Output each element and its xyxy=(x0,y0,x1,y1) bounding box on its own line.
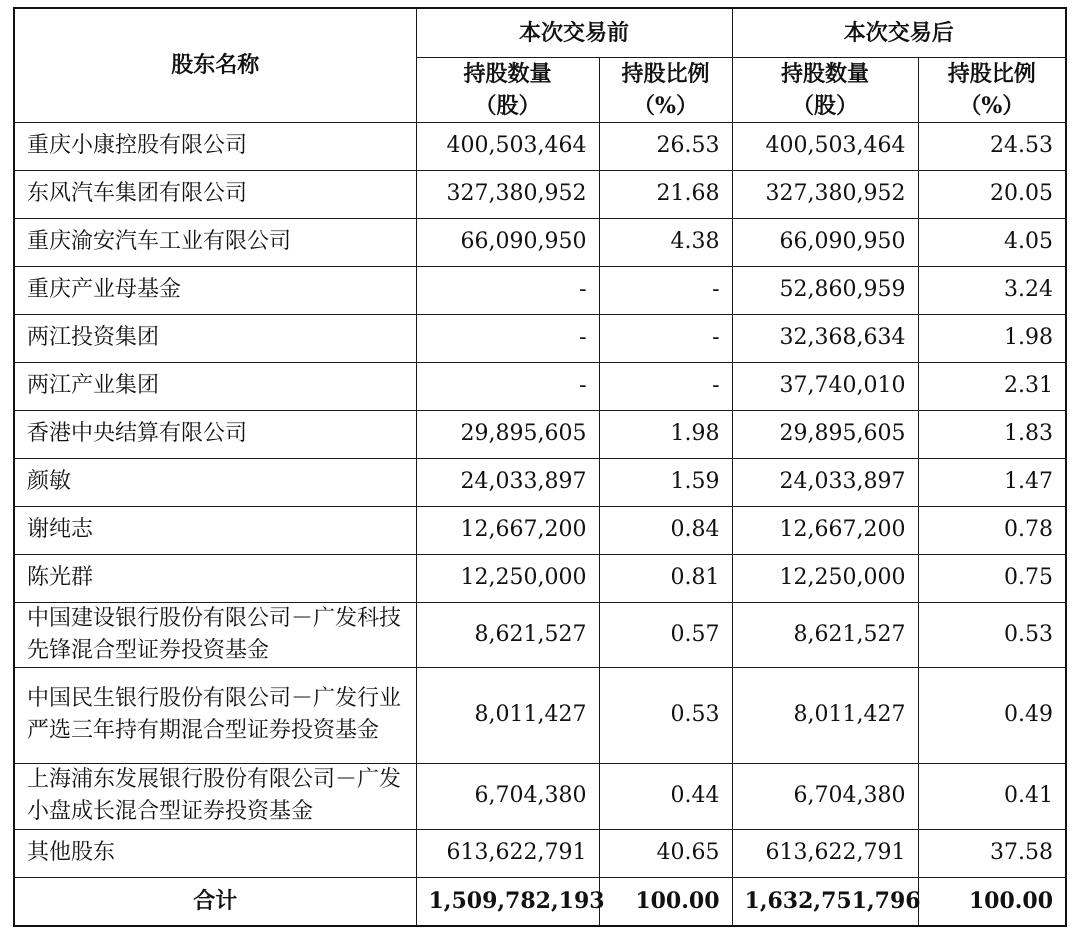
ratio-before: 4.38 xyxy=(599,218,732,266)
table-row xyxy=(14,667,1066,763)
shares-after: 12,250,000 xyxy=(732,554,918,602)
table-row xyxy=(14,170,1066,218)
table-row xyxy=(14,506,1066,554)
table-row xyxy=(14,218,1066,266)
header-shares-after xyxy=(732,57,918,122)
ratio-after: 20.05 xyxy=(918,170,1066,218)
ratio-before: 0.84 xyxy=(599,506,732,554)
table-row xyxy=(14,554,1066,602)
ratio-before: 1.98 xyxy=(599,410,732,458)
header-shareholder-name: 股东名称 xyxy=(14,8,416,122)
ratio-after: 1.83 xyxy=(918,410,1066,458)
ratio-after: 0.78 xyxy=(918,506,1066,554)
shareholder-name: 两江产业集团 xyxy=(14,362,416,410)
table-row xyxy=(14,122,1066,170)
shareholder-name: 重庆产业母基金 xyxy=(14,266,416,314)
ratio-before: - xyxy=(599,266,732,314)
shares-before: 66,090,950 xyxy=(416,218,599,266)
ratio-after: 0.41 xyxy=(918,763,1066,829)
ratio-before: 0.81 xyxy=(599,554,732,602)
shareholder-name: 其他股东 xyxy=(14,829,416,877)
header-ratio-label: 持股比例 xyxy=(621,60,710,87)
header-ratio-label: 持股比例 xyxy=(947,60,1036,87)
ratio-before: 21.68 xyxy=(599,170,732,218)
shareholding-table xyxy=(13,7,1067,927)
shareholder-name: 两江投资集团 xyxy=(14,314,416,362)
shares-after: 327,380,952 xyxy=(732,170,918,218)
header-shares-before xyxy=(416,57,599,122)
header-shares-unit: （股） xyxy=(474,92,541,119)
shareholder-name: 颜敏 xyxy=(14,458,416,506)
shares-before: 24,033,897 xyxy=(416,458,599,506)
shares-before: 6,704,380 xyxy=(416,763,599,829)
ratio-before: 1.59 xyxy=(599,458,732,506)
shares-before: 12,250,000 xyxy=(416,554,599,602)
ratio-after: 0.75 xyxy=(918,554,1066,602)
ratio-after: 0.49 xyxy=(918,667,1066,763)
table-row xyxy=(14,763,1066,829)
shares-before: - xyxy=(416,314,599,362)
shares-before: 327,380,952 xyxy=(416,170,599,218)
shares-after: 66,090,950 xyxy=(732,218,918,266)
shares-after: 52,860,959 xyxy=(732,266,918,314)
table-row xyxy=(14,314,1066,362)
total-shares-after: 1,632,751,796 xyxy=(732,877,918,926)
ratio-after: 24.53 xyxy=(918,122,1066,170)
shareholder-name: 重庆渝安汽车工业有限公司 xyxy=(14,218,416,266)
header-before-transaction: 本次交易前 xyxy=(416,8,732,57)
ratio-before: 0.44 xyxy=(599,763,732,829)
shares-before: 8,011,427 xyxy=(416,667,599,763)
shares-before: 12,667,200 xyxy=(416,506,599,554)
total-ratio-before: 100.00 xyxy=(599,877,732,926)
total-ratio-after: 100.00 xyxy=(918,877,1066,926)
header-ratio-after xyxy=(918,57,1066,122)
shares-before: - xyxy=(416,266,599,314)
table-row xyxy=(14,829,1066,877)
ratio-before: 0.57 xyxy=(599,602,732,667)
ratio-after: 2.31 xyxy=(918,362,1066,410)
ratio-before: - xyxy=(599,314,732,362)
ratio-after: 1.98 xyxy=(918,314,1066,362)
total-shares-before: 1,509,782,193 xyxy=(416,877,599,926)
shares-after: 29,895,605 xyxy=(732,410,918,458)
total-row xyxy=(14,877,1066,926)
header-ratio-unit: （%） xyxy=(959,92,1025,119)
table-row xyxy=(14,602,1066,667)
shareholder-name: 重庆小康控股有限公司 xyxy=(14,122,416,170)
table-row xyxy=(14,458,1066,506)
shareholder-name: 香港中央结算有限公司 xyxy=(14,410,416,458)
header-ratio-unit: （%） xyxy=(633,92,698,119)
total-label: 合计 xyxy=(14,877,416,926)
shares-after: 8,011,427 xyxy=(732,667,918,763)
shareholder-name: 中国民生银行股份有限公司－广发行业严选三年持有期混合型证券投资基金 xyxy=(14,667,416,763)
shareholder-name: 中国建设银行股份有限公司－广发科技先锋混合型证券投资基金 xyxy=(14,602,416,667)
shareholder-name: 东风汽车集团有限公司 xyxy=(14,170,416,218)
shares-after: 6,704,380 xyxy=(732,763,918,829)
shares-before: 400,503,464 xyxy=(416,122,599,170)
header-after-transaction: 本次交易后 xyxy=(732,8,1066,57)
ratio-before: 40.65 xyxy=(599,829,732,877)
shares-after: 613,622,791 xyxy=(732,829,918,877)
header-ratio-before xyxy=(599,57,732,122)
ratio-before: - xyxy=(599,362,732,410)
ratio-before: 26.53 xyxy=(599,122,732,170)
ratio-after: 1.47 xyxy=(918,458,1066,506)
table-row xyxy=(14,266,1066,314)
shareholder-name: 上海浦东发展银行股份有限公司－广发小盘成长混合型证券投资基金 xyxy=(14,763,416,829)
ratio-after: 37.58 xyxy=(918,829,1066,877)
shares-before: 29,895,605 xyxy=(416,410,599,458)
header-shares-unit: （股） xyxy=(792,92,859,119)
shares-after: 8,621,527 xyxy=(732,602,918,667)
ratio-after: 3.24 xyxy=(918,266,1066,314)
shares-after: 12,667,200 xyxy=(732,506,918,554)
ratio-before: 0.53 xyxy=(599,667,732,763)
shares-before: 8,621,527 xyxy=(416,602,599,667)
ratio-after: 4.05 xyxy=(918,218,1066,266)
shares-before: 613,622,791 xyxy=(416,829,599,877)
shares-after: 400,503,464 xyxy=(732,122,918,170)
shares-before: - xyxy=(416,362,599,410)
header-shares-label: 持股数量 xyxy=(781,60,870,87)
header-shares-label: 持股数量 xyxy=(463,60,552,87)
shareholder-name: 谢纯志 xyxy=(14,506,416,554)
shares-after: 32,368,634 xyxy=(732,314,918,362)
shareholder-name: 陈光群 xyxy=(14,554,416,602)
table-row xyxy=(14,410,1066,458)
table-row xyxy=(14,362,1066,410)
shares-after: 24,033,897 xyxy=(732,458,918,506)
shares-after: 37,740,010 xyxy=(732,362,918,410)
ratio-after: 0.53 xyxy=(918,602,1066,667)
